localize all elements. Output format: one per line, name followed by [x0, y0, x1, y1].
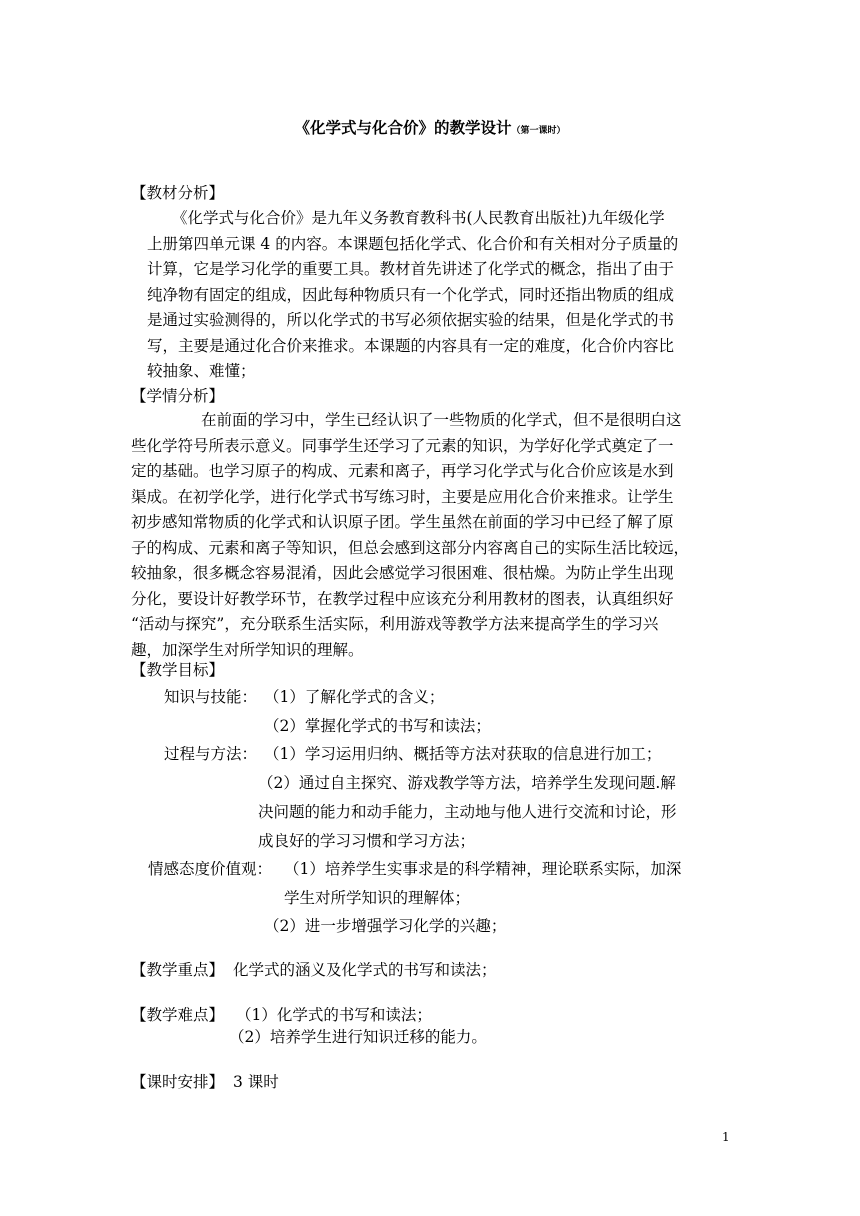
student-line: 渠成。在初学化学，进行化学式书写练习时，主要是应用化合价来推求。让学生: [131, 488, 674, 506]
student-line: 定的基础。也学习原子的构成、元素和离子，再学习化学式与化合价应该是水到: [131, 462, 674, 480]
section-heading-difficulty: 【教学难点】: [131, 1006, 225, 1024]
material-line: 写，主要是通过化合价来推求。本课题的内容具有一定的难度，化合价内容比: [147, 337, 675, 355]
goal-item: （2）进一步增强学习化学的兴趣；: [264, 917, 507, 935]
goal-label-emotion: 情感态度价值观：: [148, 860, 273, 878]
document-title: [0, 116, 860, 138]
student-line: “活动与探究”，充分联系生活实际，利用游戏等教学方法来提高学生的学习兴: [131, 615, 659, 633]
student-line: 分化，要设计好教学环节，在教学过程中应该充分利用教材的图表，认真组织好: [131, 590, 674, 608]
section-heading-student: 【学情分析】: [131, 387, 225, 405]
section-heading-material: 【教材分析】: [131, 184, 225, 202]
keypoint-text: 化学式的涵义及化学式的书写和读法；: [233, 961, 497, 979]
goal-item: （2）掌握化学式的书写和读法；: [264, 717, 491, 735]
schedule-text: 3 课时: [233, 1073, 279, 1091]
page-number: 1: [722, 1130, 730, 1144]
material-line: 《化学式与化合价》是九年义务教育教科书(人民教育出版社)九年级化学: [172, 209, 665, 227]
title-subtitle: （第一课时）: [511, 126, 566, 136]
student-line: 些化学符号所表示意义。同事学生还学习了元素的知识，为学好化学式奠定了一: [131, 437, 674, 455]
difficulty-item: （2）培养学生进行知识迁移的能力。: [229, 1028, 487, 1046]
material-line: 较抽象、难懂；: [147, 362, 256, 380]
student-line: 初步感知常物质的化学式和认识原子团。学生虽然在前面的学习中已经了解了原: [131, 513, 674, 531]
difficulty-item: （1）化学式的书写和读法；: [236, 1006, 432, 1024]
section-heading-keypoint: 【教学重点】: [131, 961, 225, 979]
student-line: 在前面的学习中，学生已经认识了一些物质的化学式，但不是很明白这: [201, 411, 682, 429]
goal-label-process: 过程与方法：: [164, 745, 258, 763]
goal-item: 成良好的学习习惯和学习方法；: [258, 832, 476, 850]
goal-item: （2）通过自主探究、游戏教学等方法，培养学生发现问题.解: [258, 774, 676, 792]
student-line: 趣，加深学生对所学知识的理解。: [131, 641, 364, 659]
material-line: 计算，它是学习化学的重要工具。教材首先讲述了化学式的概念，指出了由于: [147, 260, 675, 278]
goal-label-knowledge: 知识与技能：: [164, 688, 258, 706]
student-line: 较抽象，很多概念容易混淆，因此会感觉学习很困难、很枯燥。为防止学生出现: [131, 564, 674, 582]
goal-item: 决问题的能力和动手能力，主动地与他人进行交流和讨论，形: [258, 803, 677, 821]
student-line: 子的构成、元素和离子等知识，但总会感到这部分内容离自己的实际生活比较远，: [131, 539, 690, 557]
material-line: 上册第四单元课 4 的内容。本课题包括化学式、化合价和有关相对分子质量的: [147, 235, 679, 253]
material-line: 纯净物有固定的组成，因此每种物质只有一个化学式，同时还指出物质的组成: [147, 286, 675, 304]
section-heading-goals: 【教学目标】: [131, 661, 225, 679]
goal-item: （1）学习运用归纳、概括等方法对获取的信息进行加工；: [264, 745, 662, 763]
goal-item: （1）培养学生实事求是的科学精神，理论联系实际，加深: [284, 860, 682, 878]
goal-item: 学生对所学知识的理解体；: [284, 889, 471, 907]
section-heading-schedule: 【课时安排】: [131, 1073, 225, 1091]
material-line: 是通过实验测得的，所以化学式的书写必须依据实验的结果，但是化学式的书: [147, 311, 675, 329]
title-main: 《化学式与化合价》的教学设计: [294, 118, 512, 137]
goal-item: （1）了解化学式的含义；: [264, 688, 445, 706]
